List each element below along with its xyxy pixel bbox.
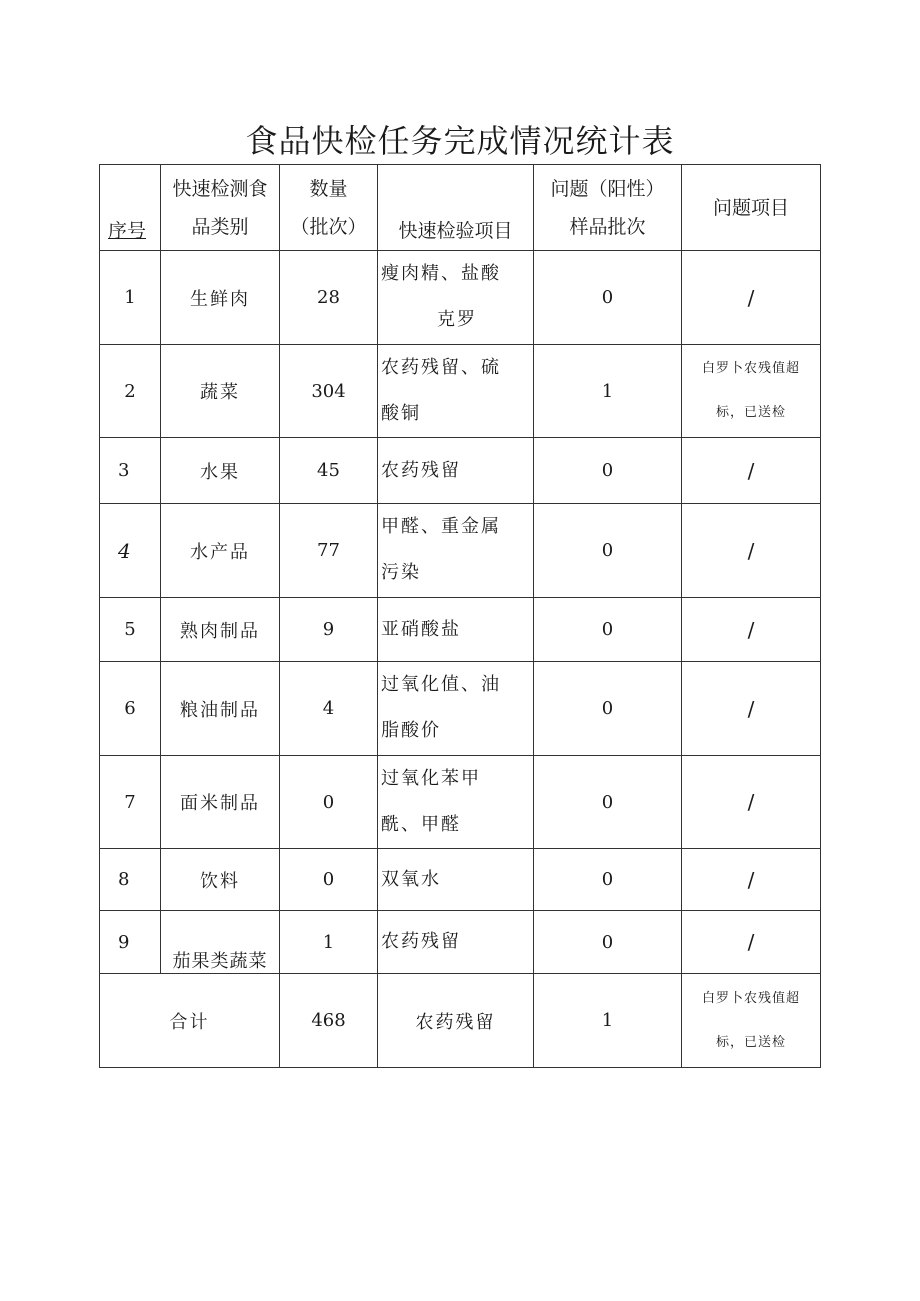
row-quantity: 304 <box>280 345 378 438</box>
header-quantity-line1: 数量 <box>309 177 348 200</box>
row-seq: 2 <box>100 345 161 438</box>
row-problem: / <box>682 911 821 974</box>
row-seq: 7 <box>100 756 161 849</box>
table-row <box>100 438 821 504</box>
header-seq: 序号 <box>100 165 161 251</box>
row-problem: / <box>682 598 821 662</box>
row-category: 饮料 <box>161 849 280 911</box>
row-seq: 6 <box>100 662 161 756</box>
stats-table <box>99 164 821 1068</box>
row-item: 亚硝酸盐 <box>378 598 534 662</box>
table-row <box>100 756 821 849</box>
page-title: 食品快检任务完成情况统计表 <box>245 122 675 160</box>
row-item: 过氧化值、油 脂酸价 <box>378 662 534 756</box>
row-quantity: 9 <box>280 598 378 662</box>
row-category: 水产品 <box>161 504 280 598</box>
row-item: 农药残留、硫 酸铜 <box>378 345 534 438</box>
header-positive-line1: 问题（阳性） <box>550 177 665 200</box>
row-category: 蔬菜 <box>161 345 280 438</box>
row-problem: / <box>682 251 821 345</box>
row-positive: 0 <box>534 662 682 756</box>
row-problem: 白罗卜农残值超 标，已送检 <box>682 345 821 438</box>
total-label: 合计 <box>100 974 280 1068</box>
header-quantity <box>280 165 378 251</box>
row-category: 粮油制品 <box>161 662 280 756</box>
row-positive: 0 <box>534 598 682 662</box>
table-row <box>100 504 821 598</box>
row-seq: 9 <box>100 911 161 974</box>
row-quantity: 4 <box>280 662 378 756</box>
table-row <box>100 849 821 911</box>
row-seq: 1 <box>100 251 161 345</box>
row-quantity: 0 <box>280 849 378 911</box>
total-item: 农药残留 <box>378 974 534 1068</box>
row-category: 熟肉制品 <box>161 598 280 662</box>
row-category: 面米制品 <box>161 756 280 849</box>
row-category: 生鲜肉 <box>161 251 280 345</box>
row-quantity: 1 <box>280 911 378 974</box>
header-positive-line2: 样品批次 <box>569 215 646 238</box>
row-problem: / <box>682 438 821 504</box>
row-item: 甲醛、重金属 污染 <box>378 504 534 598</box>
row-seq: 4 <box>100 504 161 598</box>
row-positive: 0 <box>534 251 682 345</box>
header-item: 快速检验项目 <box>378 165 534 251</box>
row-quantity: 28 <box>280 251 378 345</box>
table-row <box>100 662 821 756</box>
row-positive: 0 <box>534 438 682 504</box>
row-seq: 3 <box>100 438 161 504</box>
total-quantity: 468 <box>280 974 378 1068</box>
header-row <box>100 165 821 251</box>
header-category <box>161 165 280 251</box>
header-problem: 问题项目 <box>682 165 821 251</box>
table-row <box>100 251 821 345</box>
row-quantity: 77 <box>280 504 378 598</box>
header-category-line1: 快速检测食 <box>172 177 268 200</box>
row-positive: 0 <box>534 849 682 911</box>
row-positive: 1 <box>534 345 682 438</box>
row-item: 农药残留 <box>378 911 534 974</box>
row-item: 双氧水 <box>378 849 534 911</box>
row-item: 瘦肉精、盐酸 克罗 <box>378 251 534 345</box>
total-row <box>100 974 821 1068</box>
total-positive: 1 <box>534 974 682 1068</box>
row-problem: / <box>682 849 821 911</box>
row-problem: / <box>682 662 821 756</box>
total-problem: 白罗卜农残值超 标，已送检 <box>682 974 821 1068</box>
table-row <box>100 598 821 662</box>
row-positive: 0 <box>534 756 682 849</box>
header-positive <box>534 165 682 251</box>
row-seq: 5 <box>100 598 161 662</box>
row-quantity: 0 <box>280 756 378 849</box>
row-problem: / <box>682 756 821 849</box>
row-problem: / <box>682 504 821 598</box>
header-quantity-line2: （批次） <box>290 215 367 238</box>
row-category: 水果 <box>161 438 280 504</box>
table-row <box>100 345 821 438</box>
row-positive: 0 <box>534 911 682 974</box>
row-item: 农药残留 <box>378 438 534 504</box>
row-item: 过氧化苯甲 酰、甲醛 <box>378 756 534 849</box>
row-quantity: 45 <box>280 438 378 504</box>
table-row <box>100 911 821 974</box>
row-positive: 0 <box>534 504 682 598</box>
header-category-line2: 品类别 <box>191 215 249 238</box>
row-seq: 8 <box>100 849 161 911</box>
row-category: 茄果类蔬菜 <box>161 911 280 974</box>
